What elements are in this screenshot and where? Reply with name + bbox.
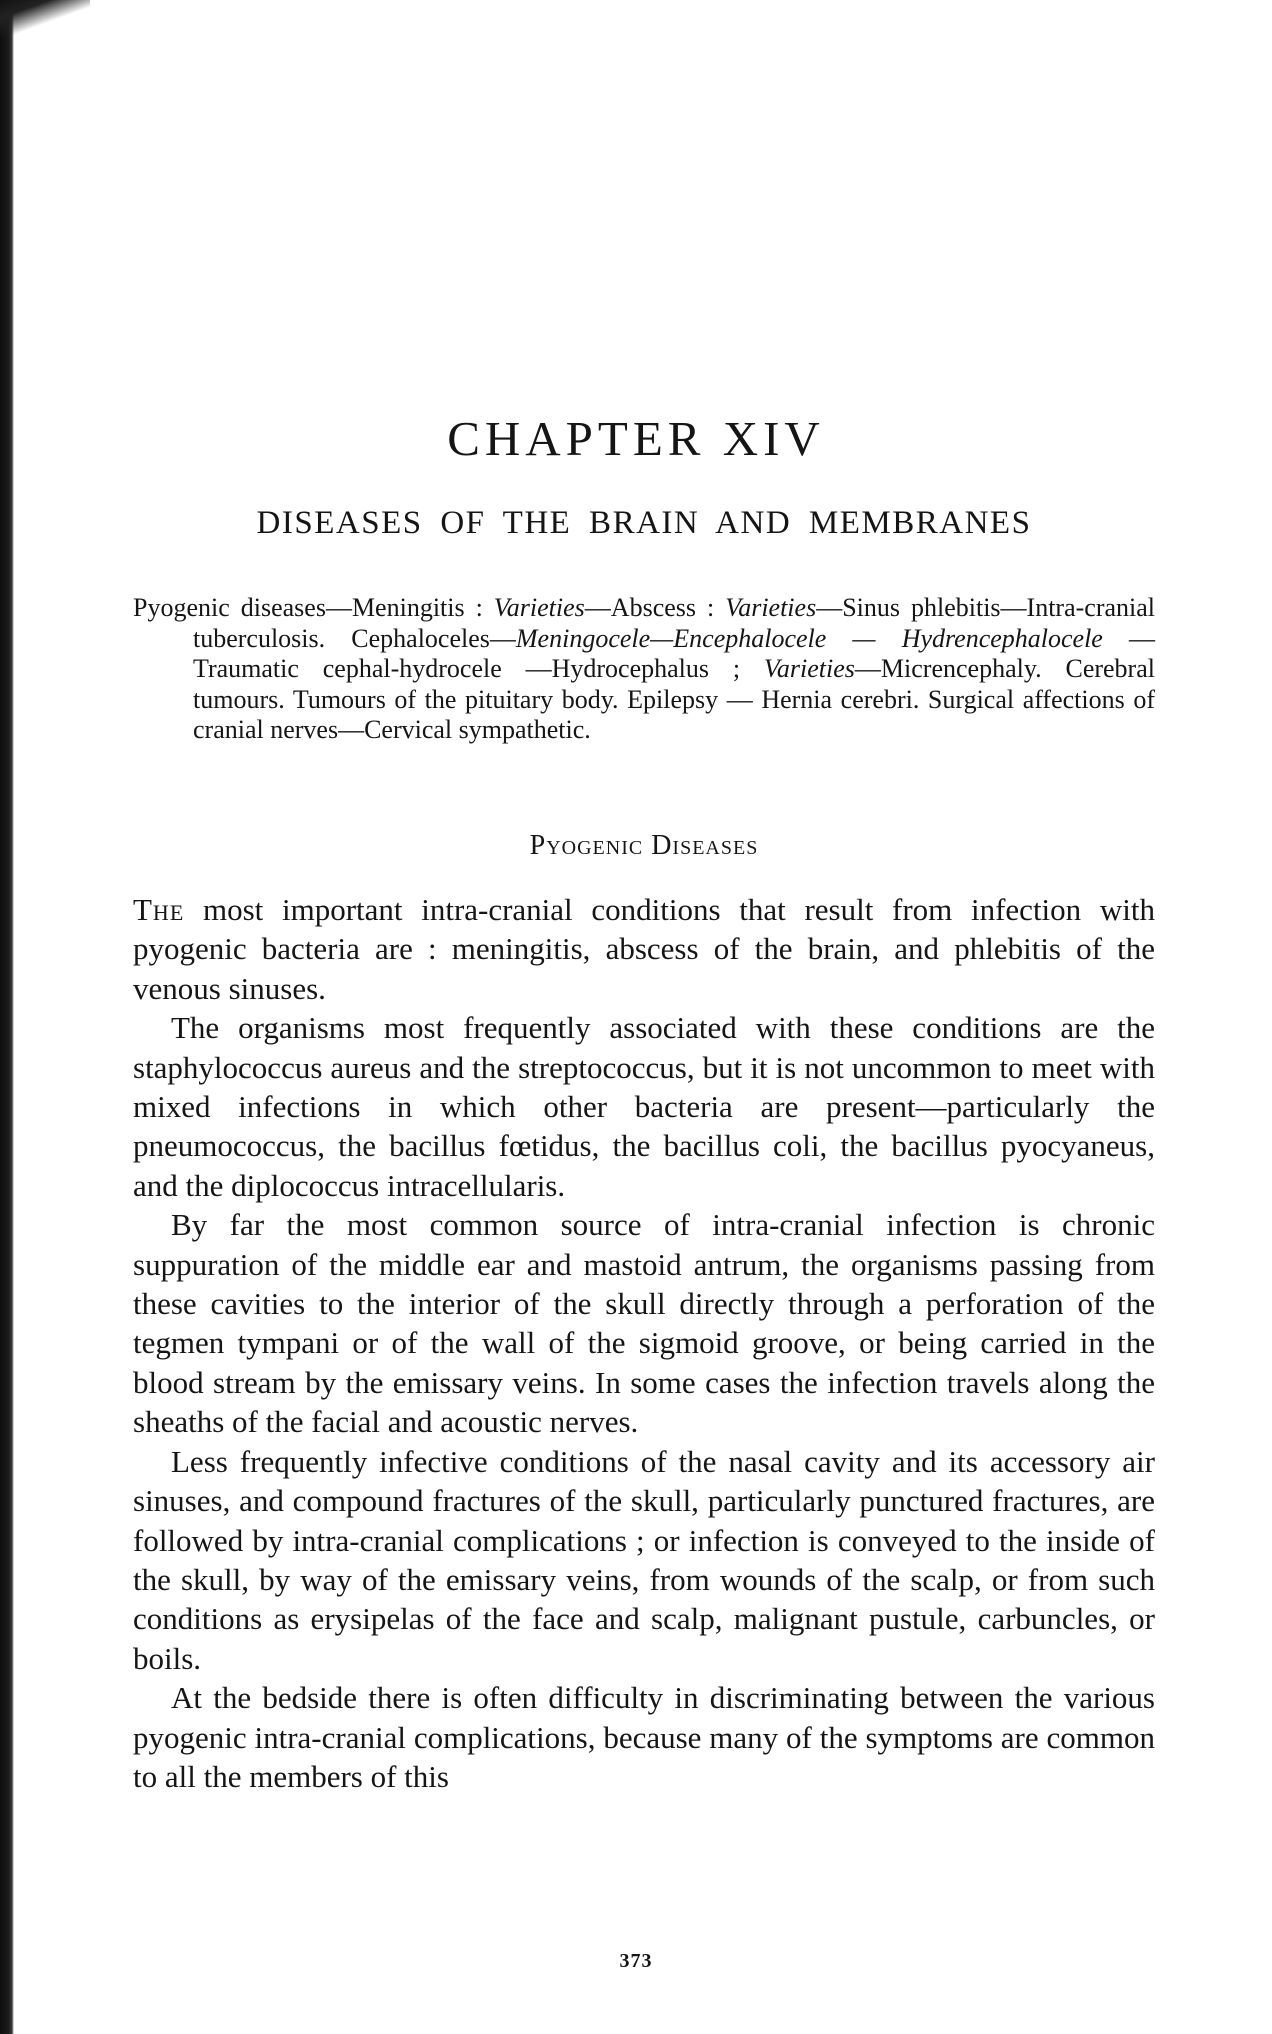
paragraph-text: most important intra-cranial conditions that result from infection with pyogenic bacteria are : meningitis, abscess of the brain, and phlebitis of the venous sinuses. xyxy=(133,892,1155,1006)
synopsis-italic: Meningocele—Encephalocele — Hydrencephalocele xyxy=(515,623,1103,653)
chapter-subtitle: DISEASES OF THE BRAIN AND MEMBRANES xyxy=(256,505,1032,541)
page-corner-shadow xyxy=(0,0,90,40)
synopsis-text: Pyogenic diseases—Meningitis : xyxy=(133,593,494,622)
paragraph: By far the most common source of intra-cranial infection is chronic suppuration of the middle ear and mastoid antrum, the organisms passing from these cavities to the interior of the skull directly through a perforation of the tegmen tympani or of the wall of the sigmoid groove, or being carried in the blood stream by the emissary veins. In some cases the infection travels along the sheaths of the facial and acoustic nerves. xyxy=(133,1207,1155,1440)
page-binding-shadow xyxy=(0,0,14,2034)
paragraph-lead-word: The xyxy=(133,892,185,927)
synopsis-italic: Varieties xyxy=(763,654,855,684)
section-heading: Pyogenic Diseases xyxy=(529,830,759,861)
page-number: 373 xyxy=(619,1950,653,1972)
paragraph: At the bedside there is often difficulty in discriminating between the various pyogenic intra-cranial complications, because many of the symptoms are common to all the members of this xyxy=(133,1680,1155,1794)
paragraph xyxy=(133,890,1155,1008)
chapter-synopsis xyxy=(133,593,1155,746)
body-text xyxy=(133,890,1155,1796)
synopsis-italic: Varieties xyxy=(493,593,585,622)
synopsis-italic: Varieties xyxy=(725,593,817,622)
synopsis-text: —Abscess : xyxy=(584,593,726,622)
synopsis-text: — Traumatic cephal-hydrocele —Hydrocephalus ; xyxy=(193,623,1155,684)
synopsis-text: —Sinus phlebitis—Intra-cranial tuberculosis. Cephaloceles— xyxy=(193,593,1156,653)
synopsis-text: —Micrencephaly. Cerebral tumours. Tumours of the pituitary body. Epilepsy — Hernia cerebri. Surgical affections of cranial nerves—Cervical sympathetic. xyxy=(193,654,1155,745)
chapter-title: CHAPTER XIV xyxy=(447,411,825,466)
paragraph: Less frequently infective conditions of the nasal cavity and its accessory air sinuses, and compound fractures of the skull, particularly punctured fractures, are followed by intra-cranial complications ; or infection is conveyed to the inside of the skull, by way of the emissary veins, from wounds of the scalp, or from such conditions as erysipelas of the face and scalp, malignant pustule, carbuncles, or boils. xyxy=(133,1443,1155,1676)
paragraph: The organisms most frequently associated with these conditions are the staphylococcus aureus and the streptococcus, but it is not uncommon to meet with mixed infections in which other bacteria are present—particularly the pneumococcus, the bacillus fœtidus, the bacillus coli, the bacillus pyocyaneus, and the diplococcus intracellularis. xyxy=(133,1010,1155,1203)
